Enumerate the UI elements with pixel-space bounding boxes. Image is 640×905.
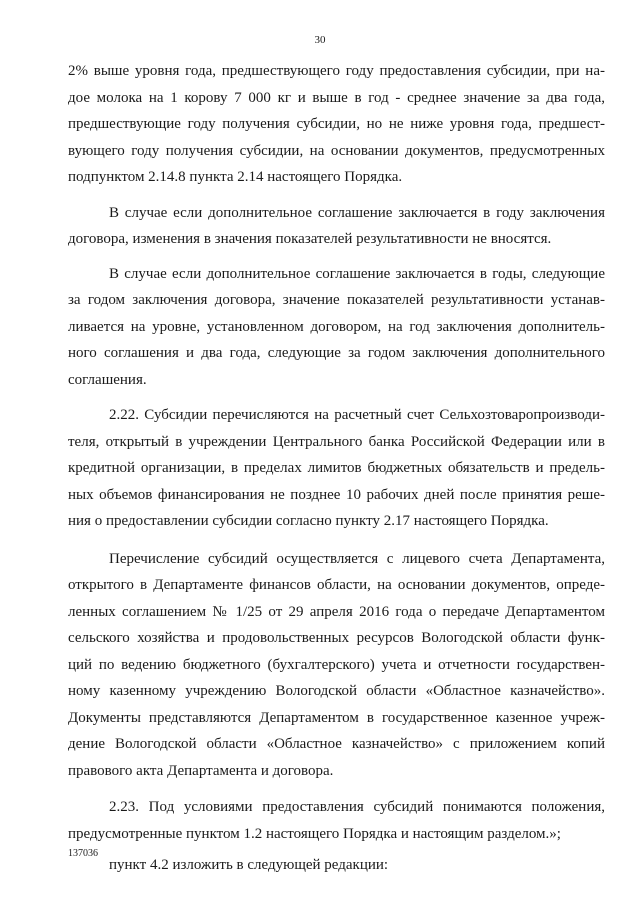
- text-line: предусмотренные пунктом 1.2 настоящего Порядка и настоящим разделом.»;: [68, 825, 561, 842]
- text-line: за годом заключения договора, значение показателей результативности устанав-: [68, 292, 605, 308]
- text-line: Перечисление субсидий осуществляется с лицевого счета Департамента,: [109, 550, 605, 567]
- text-line: открытого в Департаменте финансов области, на основании документов, опреде-: [68, 577, 605, 593]
- text-line: пункт 4.2 изложить в следующей редакции:: [109, 857, 389, 873]
- text-line: предшествующие году получения субсидии, но не ниже уровня года, предшест-: [68, 116, 605, 132]
- paragraph-clause-4-2: [68, 852, 605, 879]
- text-line: 2% выше уровня года, предшествующего году предоставления субсидии, при на-: [68, 63, 605, 79]
- paragraph-subsidy-transfer: [68, 546, 605, 785]
- text-line: 2.23. Под условиями предоставления субсидий понимаются положения,: [109, 799, 605, 815]
- document-body: [68, 58, 605, 879]
- text-line: договора, изменения в значения показателей результативности не вносятся.: [68, 231, 552, 247]
- text-line: сельского хозяйства и продовольственных ресурсов Вологодской области функ-: [68, 630, 605, 646]
- paragraph-additional-agreement-following-years: [68, 261, 605, 394]
- text-line: кредитной организации, в пределах лимитов бюджетных обязательств и предель-: [68, 460, 605, 476]
- text-line: ленных соглашением № 1/25 от 29 апреля 2016 года о передаче Департаментом: [68, 603, 605, 620]
- paragraph-additional-agreement-same-year: [68, 200, 605, 253]
- text-line: ций по ведению бюджетного (бухгалтерского) учета и отчетности государствен-: [68, 656, 605, 673]
- paragraph-milk-yield: [68, 58, 605, 191]
- text-line: ных объемов финансирования не позднее 10 рабочих дней после принятия реше-: [68, 486, 605, 503]
- text-line: дение Вологодской области «Областное казначейство» с приложением копий: [68, 736, 605, 752]
- text-line: Документы представляются Департаментом в государственное казенное учреж-: [68, 709, 605, 726]
- text-line: правового акта Департамента и договора.: [68, 762, 334, 779]
- page-number: 30: [314, 34, 326, 46]
- text-line: теля, открытый в учреждении Центрального банка Российской Федерации или в: [68, 433, 605, 450]
- text-line: соглашения.: [68, 371, 147, 388]
- text-line: подпунктом 2.14.8 пункта 2.14 настоящего Порядка.: [68, 169, 403, 185]
- text-line: дое молока на 1 корову 7 000 кг и выше в год - среднее значение за два года,: [68, 89, 605, 106]
- text-line: ному казенному учреждению Вологодской области «Областное казначейство».: [68, 683, 605, 699]
- text-line: ния о предоставлении субсидии согласно пункту 2.17 настоящего Порядка.: [68, 513, 549, 529]
- paragraph-2-23: [68, 794, 605, 847]
- text-line: вующего году получения субсидии, на основании документов, предусмотренных: [68, 142, 605, 159]
- text-line: ливается на уровне, установленном договором, на год заключения дополнитель-: [68, 318, 605, 335]
- text-line: В случае если дополнительное соглашение заключается в годы, следующие: [109, 265, 605, 282]
- text-line: 2.22. Субсидии перечисляются на расчетный счет Сельхозтоваропроизводи-: [109, 407, 605, 423]
- document-code: 137036: [68, 848, 98, 859]
- text-line: В случае если дополнительное соглашение заключается в году заключения: [109, 204, 605, 221]
- text-line: ного соглашения и два года, следующие за годом заключения дополнительного: [68, 345, 605, 361]
- paragraph-2-22: [68, 402, 605, 535]
